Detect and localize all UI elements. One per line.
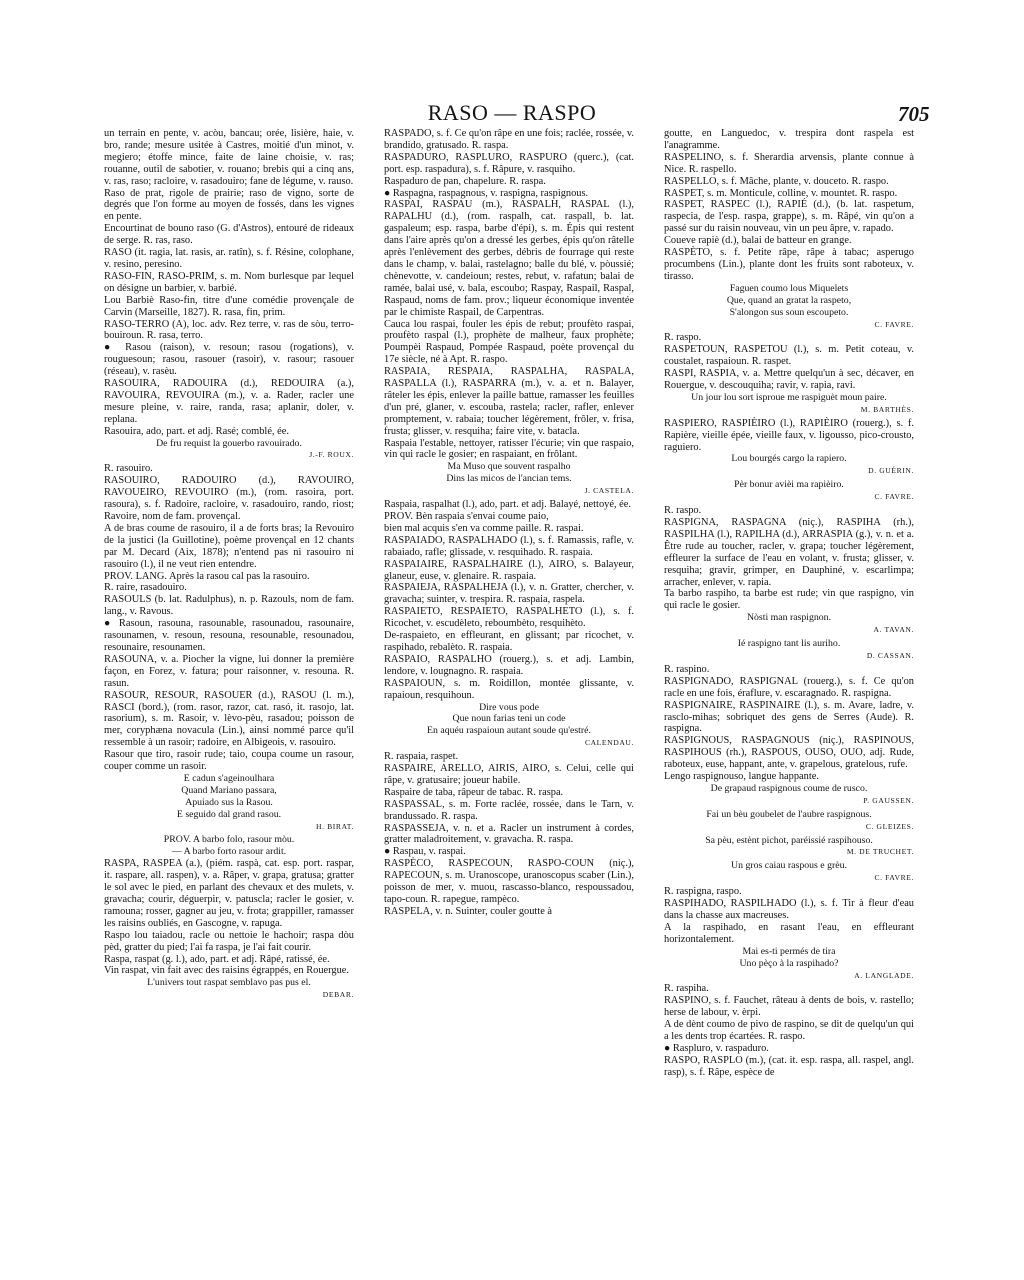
dictionary-entry: RASPELA, v. n. Suinter, couler goutte à — [384, 905, 553, 917]
quoted-verse: L'univers tout raspat semblavo pas pus el. — [147, 977, 311, 989]
dictionary-entry: De-raspaieto, en effleurant, en glissant; par ricochet, v. raspihado, rebalèto. R. raspaia. — [384, 630, 634, 653]
citation-author: C. FAVRE. — [874, 873, 914, 883]
dictionary-entry: ● Raspagna, raspagnous, v. raspigna, raspignous. — [384, 187, 589, 199]
citation-author: A. TAVAN. — [873, 625, 914, 635]
citation-author: H. BIRAT. — [316, 821, 354, 831]
quoted-verse: Un gros caiau raspous e grèu. — [731, 860, 847, 872]
dictionary-entry: ● Raspau, v. raspai. — [384, 846, 466, 858]
dictionary-entry: RASPET, s. m. Monticule, colline, v. mountet. R. raspo. — [664, 187, 898, 199]
dictionary-entry: RASPADO, s. f. Ce qu'on râpe en une fois; raclée, rossée, v. brandido, gratusado. R. raspa. — [384, 128, 634, 151]
dictionary-entry: RASPA, RASPEA (a.), (piém. raspà, cat. esp. port. raspar, it. raspare, all. raspen), v. a. Râper, v. grapa, gratusa; gratter le sol avec le pied, en parlant des chevaux et des mulets, v. gravacha; courir, déguerpir, v. patuscla; racler le gosier, v. ramouna; rosser, gagner au jeu, v. frota; grappiller, ramasser les raisins oubliés, en Gascogne, v. rapuga. — [104, 858, 354, 929]
dictionary-entry: R. raspiha. — [664, 983, 709, 995]
dictionary-entry: RASPAIETO, RESPAIETO, RASPALHETO (l.), s. f. Ricochet, v. escudèleto, reboumbèto, resquihèto. — [384, 606, 634, 630]
dictionary-entry: Coueve rapiè (d.), balai de batteur en grange. — [664, 235, 852, 247]
quoted-verse: E cadun s'ageinoulhara — [183, 772, 275, 784]
dictionary-entry: RASPADURO, RASPLURO, RASPURO (querc.), (cat. port. esp. raspadura), s. f. Râpure, v. rasquiho. — [384, 151, 634, 175]
dictionary-entry: goutte, en Languedoc, v. trespira dont raspela est l'anagramme. — [664, 128, 914, 151]
quoted-verse: Ié raspigno tant lis auriho. — [737, 638, 841, 650]
dictionary-entry: RASPINO, s. f. Fauchet, râteau à dents de bois, v. rastello; herse de labour, v. èrpi. — [664, 995, 914, 1019]
dictionary-entry: RASPÈTO, s. f. Petite râpe, râpe à tabac; asperugo procumbens (Lin.), plante dont les fruits sont raboteux, v. tirasso. — [664, 247, 914, 282]
dictionary-entry: RASO (it. ragia, lat. rasis, ar. ratîn), s. f. Résine, colophane, v. resino, peresino. — [104, 247, 354, 270]
dictionary-entry: Rasour que tiro, rasoir rude; taio, coupa coume un rasour, couper comme un rasoir. — [104, 749, 354, 773]
dictionary-entry: RASPASSAL, s. m. Forte raclée, rossée, dans le Tarn, v. brandussado. R. raspa. — [384, 798, 634, 822]
dictionary-entry: RASOUR, RESOUR, RASOUER (d.), RASOU (l. m.), RASCI (bord.), (rom. rasor, razor, cat. rasó, it. rasojo, lat. rasorium), s. m. Rasoir, v. lèvo-pèu, rasadou; poisson de mer, coryphæna novacula (Lin.), ainsi nommé parce qu'il ressemble à un rasoir; radoire, en Albigeois, v. rasouiro. — [104, 689, 354, 749]
dictionary-entry: RASPAIOUN, s. m. Roidillon, montée glissante, v. rapaioun, resquihoun. — [384, 677, 634, 701]
dictionary-entry: RASPÈCO, RASPECOUN, RASPO-COUN (niç.), RAPECOUN, s. m. Uranoscope, uranoscopus scaber (Lin.), poisson de mer, v. muou, rascasso-blanco, respoussadou, tapo-coun. R. rapegue, rampèco. — [384, 858, 634, 905]
dictionary-entry: RASOUNA, v. a. Piocher la vigne, lui donner la première façon, en Forez, v. fatura; pour raisonner, v. resouna. R. rasun. — [104, 653, 354, 689]
page-number: 705 — [898, 102, 930, 126]
quoted-verse: De fru requist la gouerbo ravouirado. — [156, 437, 302, 449]
dictionary-entry: A la raspihado, en rasant l'eau, en effleurant horizontalement. — [664, 921, 914, 945]
quoted-verse: E seguido dal grand rasou. — [176, 808, 282, 820]
dictionary-entry: RASPASSEJA, v. n. et a. Racler un instrument à cordes, gratter maladroitement, v. gravacha. R. raspa. — [384, 822, 634, 846]
citation-author: C. FAVRE. — [874, 319, 914, 329]
citation-author: M. DE TRUCHET. — [846, 847, 914, 857]
column-right — [664, 128, 914, 1218]
citation-author: J.-F. ROUX. — [309, 450, 354, 460]
quoted-verse: Pèr bonur avièi ma rapièiro. — [734, 479, 844, 491]
dictionary-entry: RASOUIRO, RADOUIRO (d.), RAVOUIRO, RAVOUEIRO, REVOUIRO (m.), (rom. rasoira, port. rasoura), s. f. Radoire, racloire, v. rasadouiro, rando, riost; Ravoire, nom de fam. provençal. — [104, 475, 354, 522]
dictionary-entry: RASPET, RASPEC (l.), RAPIÉ (d.), (b. lat. raspetum, raspecia, de l'esp. raspa, grappe), s. m. Râpé, vin qu'on a passé sur du raisin nouveau, vin un peu âpre, v. rapado. — [664, 199, 914, 235]
dictionary-entry: RASPAIAIRE, RASPALHAIRE (l.), AIRO, s. Balayeur, glaneur, euse, v. glenaire. R. raspaia. — [384, 558, 634, 582]
dictionary-entry: Raspaia, raspalhat (l.), ado, part. et adj. Balayé, nettoyé, ée. — [384, 499, 631, 511]
dictionary-entry: RASPIGNOUS, RASPAGNOUS (niç.), RASPINOUS, RASPIHOUS (rh.), RASPOUS, OUSO, OUO, adj. Rude, raboteux, euse, happant, ante, v. grapelous, gratelous, rufe. — [664, 735, 914, 771]
quoted-verse: Dire vous pode — [479, 701, 539, 713]
dictionary-entry: RASPAIA, RESPAIA, RASPALHA, RASPALA, RASPALLA (l.), RASPARRA (m.), v. a. et n. Balayer, râteler les épis, enlever la paille battue, ramasser les feuilles d'un pré, glaner, v. escouba, rastela; racler, rafler, enlever promptement, v. rabaia; toucher légèrement, frôler, v. frisa, frusta; glisser, v. resquiha; faire vite, v. batacla. — [384, 366, 634, 437]
column-left — [104, 128, 354, 1218]
quoted-verse: Quand Mariano passara, — [181, 784, 277, 796]
dictionary-entry: R. raspino. — [664, 663, 710, 675]
citation-author: DEBAR. — [322, 990, 354, 1000]
dictionary-entry: RASOUIRA, RADOUIRA (d.), REDOUIRA (a.), RAVOUIRA, REVOUIRA (m.), v. a. Rader, racler une mesure pleine, v. raire, randa, rasa; aplanir, doler, v. replana. — [104, 378, 354, 425]
dictionary-entry: A de bras coume de rasouiro, il a de forts bras; la Revouiro de la justici (la Guillotine), poème provençal en 12 chants par M. Decard (Aix, 1878); n'entend pas ni rasouiro ni rasouiro (l.), il ne veut rien entendre. — [104, 522, 354, 570]
dictionary-entry: Encourtinat de bouno raso (G. d'Astros), entouré de rideaux de serge. R. ras, raso. — [104, 223, 354, 247]
dictionary-entry: R. raspigna, raspo. — [664, 886, 742, 898]
quoted-verse: Ma Muso que souvent raspalho — [447, 461, 571, 473]
dictionary-entry: RASO-TERRO (A), loc. adv. Rez terre, v. ras de sòu, terro-bouiroun. R. rasa, terro. — [104, 318, 354, 342]
citation-author: P. GAUSSEN. — [863, 795, 914, 805]
quoted-verse: Que noun farias teni un code — [452, 713, 566, 725]
dictionary-entry: Raspaire de taba, râpeur de tabac. R. raspa. — [384, 786, 564, 798]
dictionary-entry: bien mal acquis s'en va comme paille. R. raspai. — [384, 522, 584, 534]
citation-author: M. BARTHÈS. — [860, 404, 914, 414]
quoted-verse: Apuiado sus la Rasou. — [185, 796, 273, 808]
dictionary-entry: R. rasouiro. — [104, 463, 153, 475]
dictionary-entry: ● Rasou (raison), v. resoun; rasou (rogations), v. rouguesoun; rasou, rasouer (rasoir), v. rasour; rasouer (réseau), v. rasèu. — [104, 342, 354, 378]
quoted-verse: Mai es-ti permés de tira — [742, 945, 836, 957]
quoted-verse: PROV. A barbo folo, rasour mòu. — [163, 834, 295, 846]
quoted-verse: Lou bourgés cargo la rapiero. — [731, 453, 847, 465]
quoted-verse: De grapaud raspignous coume de rusco. — [710, 782, 868, 794]
dictionary-entry: RASPAIO, RASPALHO (rouerg.), s. et adj. Lambin, lendore, v. lougnagno. R. raspaia. — [384, 653, 634, 677]
quoted-verse: Que, quand an gratat la raspeto, — [726, 294, 852, 306]
citation-author: CALENDAU. — [584, 738, 634, 748]
quoted-verse: Un jour lou sort isproue me raspiguèt moun paire. — [691, 391, 887, 403]
dictionary-entry: PROV. Bèn raspaia s'envai coume paio, — [384, 511, 549, 522]
running-head: RASO — RASPO — [427, 100, 597, 125]
quoted-verse: — A barbo forto rasour ardit. — [171, 846, 287, 858]
citation-author: D. GUÉRIN. — [868, 466, 914, 476]
quoted-verse: En aquéu raspaioun autant soude qu'estré. — [427, 725, 591, 737]
dictionary-entry: ● Raspluro, v. raspaduro. — [664, 1042, 769, 1054]
dictionary-entry: RASPELLO, s. f. Mâche, plante, v. douceto. R. raspo. — [664, 175, 889, 187]
quoted-verse: Dins las micos de l'ancian tems. — [446, 473, 572, 485]
dictionary-entry: RASPO, RASPLO (m.), (cat. it. esp. raspa, all. raspel, angl. rasp), s. f. Râpe, espèce de — [664, 1054, 914, 1078]
dictionary-entry: Vin raspat, vin fait avec des raisins égrappés, en Rouergue. — [104, 965, 350, 977]
citation-author: D. CASSAN. — [866, 650, 914, 660]
quoted-verse: Sa pèu, estènt pichot, paréissié raspihouso. — [705, 834, 873, 846]
dictionary-entry: RASPAI, RASPAU (m.), RASPALH, RASPAL (l.), RAPALHU (d.), (rom. raspalh, cat. raspall, b. lat. gaspaleum; esp. raspa, barbe d'épi), s. m. Épis qui restent dans l'aire après qu'on a dressé les gerbes, épis qu'on râtelle après l'enlèvement des gerbes, débris de fourrage qui reste dans le champ, v. balai, rastelagno; balle du blé, v. pòussié; chènevotte, v. candeioun; restes, rebut, v. rafatun; balai de ramée, balai usé, v. bala, escoubo; Raspay, Raspail, Raspal, Raspaud, noms de fam. prov.; liqueur économique inventée par le chimiste Raspail, de Carpentras. — [384, 199, 634, 318]
dictionary-entry: A de dènt coumo de pivo de raspino, se dit de quelqu'un qui a les dents trop écartées. R. raspo. — [664, 1019, 914, 1043]
dictionary-entry: Raso de prat, rigole de prairie; raso de vigno, sorte de degrés que l'on forme au moyen de fossés, dans les vignes en pente. — [104, 187, 354, 223]
dictionary-entry: RASPI, RASPIA, v. a. Mettre quelqu'un à sec, décaver, en Rouergue, v. descouquiha; ravir, v. rapia, ravi. — [664, 368, 914, 392]
quoted-verse: Faguen coumo lous Miquelets — [729, 282, 849, 294]
dictionary-entry: Cauca lou raspai, fouler les épis de rebut; proufèto raspai, proufèto raspal (l.), prophète de malheur, faux prophète; Poumpèi Raspaud, Pompée Raspaud, poète provençal du 17e siècle, né à Apt. R. raspo. — [384, 318, 634, 366]
dictionary-entry: un terrain en pente, v. acòu, bancau; orée, lisière, haie, v. bro, rande; mesure usitée à Castres, moitié d'un minot, v. megiero; étoffe mince, faite de laine choisie, v. ras; rouanne, outil de sabotier, v. rouano; brebis qui a cinq ans, v. ras, raso; racloire, v. rasadouiro; fane de légume, v. rauso. — [104, 128, 354, 187]
column-middle — [384, 128, 634, 1218]
quoted-verse: Fai un bèu goubelet de l'aubre raspignous. — [706, 808, 872, 820]
dictionary-entry: Ta barbo raspiho, ta barbe est rude; vin que raspigno, vin qui racle le gosier. — [664, 588, 914, 612]
quoted-verse: S'alongon sus soun escoupeto. — [729, 306, 849, 318]
dictionary-entry: Lou Barbiè Raso-fin, titre d'une comédie provençale de Carvin (Marseille, 1827). R. rasa, fin, prim. — [104, 294, 354, 318]
quoted-verse: Uno pèço à la raspihado? — [739, 957, 839, 969]
dictionary-entry: RASPAIEJA, RASPALHEJA (l.), v. n. Gratter, chercher, v. gravacha; suinter, v. trespira. R. raspaia, raspela. — [384, 582, 634, 606]
dictionary-entry: Rasouira, ado, part. et adj. Rasé; comblé, ée. — [104, 425, 289, 437]
dictionary-entry: Raspa, raspat (g. l.), ado, part. et adj. Râpé, ratissé, ée. — [104, 953, 330, 965]
dictionary-entry: RASPIGNADO, RASPIGNAL (rouerg.), s. f. Ce qu'on racle en une fois, éraflure, v. escaragnado. R. raspigna. — [664, 675, 914, 699]
dictionary-entry: R. raspo. — [664, 505, 702, 517]
dictionary-entry: Raspaia l'estable, nettoyer, ratisser l'écurie; vin que raspaio, vin qui racle le gosier; en raspaiant, en frôlant. — [384, 437, 634, 461]
dictionary-entry: RASPELINO, s. f. Sherardia arvensis, plante connue à Nice. R. raspello. — [664, 151, 914, 175]
dictionary-entry: RASPAIADO, RASPALHADO (l.), s. f. Ramassis, rafle, v. rabaiado, rafle; glissade, v. resquihado. R. raspaia. — [384, 534, 634, 558]
dictionary-entry: ● Rasoun, rasouna, rasounable, rasounadou, rasounaire, rasounamen, v. resoun, resouna, resounable, resounadou, resounaire, resounamen. — [104, 618, 354, 653]
dictionary-entry: RASPAIRE, ARELLO, AIRIS, AIRO, s. Celui, celle qui râpe, v. gratusaire; joueur habile. — [384, 763, 634, 786]
dictionary-entry: R. raire, rasadouiro. — [104, 582, 187, 594]
dictionary-entry: R. raspaia, raspet. — [384, 751, 459, 763]
dictionary-entry: RASPIHADO, RASPILHADO (l.), s. f. Tir à fleur d'eau dans la chasse aux macreuses. — [664, 898, 914, 921]
dictionary-entry: Lengo raspignouso, langue happante. — [664, 771, 819, 783]
dictionary-entry: RASPETOUN, RASPETOU (l.), s. m. Petit coteau, v. coustalet, raspaioun. R. raspet. — [664, 344, 914, 368]
citation-author: J. CASTELA. — [584, 486, 634, 496]
dictionary-entry: RASOULS (b. lat. Radulphus), n. p. Razouls, nom de fam. lang., v. Ravous. — [104, 594, 354, 618]
dictionary-entry: PROV. LANG. Après la rasou cal pas la rasouiro. — [104, 570, 310, 582]
citation-author: A. LANGLADE. — [854, 970, 914, 980]
dictionary-entry: RASO-FIN, RASO-PRIM, s. m. Nom burlesque par lequel on désigne un barbier, v. barbié. — [104, 270, 354, 294]
dictionary-entry: RASPIGNA, RASPAGNA (niç.), RASPIHA (rh.), RASPILHA (l.), RAPILHA (d.), ARRASPIA (g.), v. n. et a. Être rude au toucher, racler, v. grapa; toucher légèrement, effleurer la surface de l'eau en volant, v. frusta; glisser, v. resquiha; gravir, grimper, en Dauphiné, v. escarlimpa; arracher, enlever, v. rapia. — [664, 517, 914, 588]
dictionary-entry: Raspaduro de pan, chapelure. R. raspa. — [384, 175, 546, 187]
citation-author: C. GLEIZES. — [865, 821, 914, 831]
dictionary-entry: R. raspo. — [664, 332, 702, 344]
quoted-verse: Nòsti man raspignon. — [746, 612, 832, 624]
dictionary-entry: Raspo lou taiadou, racle ou nettoie le hachoir; raspa dòu pèd, gratter du pied; l'ai fa raspa, je l'ai fait courir. — [104, 929, 354, 953]
citation-author: C. FAVRE. — [874, 492, 914, 502]
dictionary-entry: RASPIERO, RASPIÈIRO (l.), RAPIÈIRO (rouerg.), s. f. Rapière, vieille épée, vieille faux, v. ligousso, pico-crousto, raguiero. — [664, 417, 914, 453]
dictionary-entry: RASPIGNAIRE, RASPINAIRE (l.), s. m. Avare, ladre, v. rasclo-mihas; sobriquet des gens de Serres (Aude). R. raspigna. — [664, 699, 914, 735]
